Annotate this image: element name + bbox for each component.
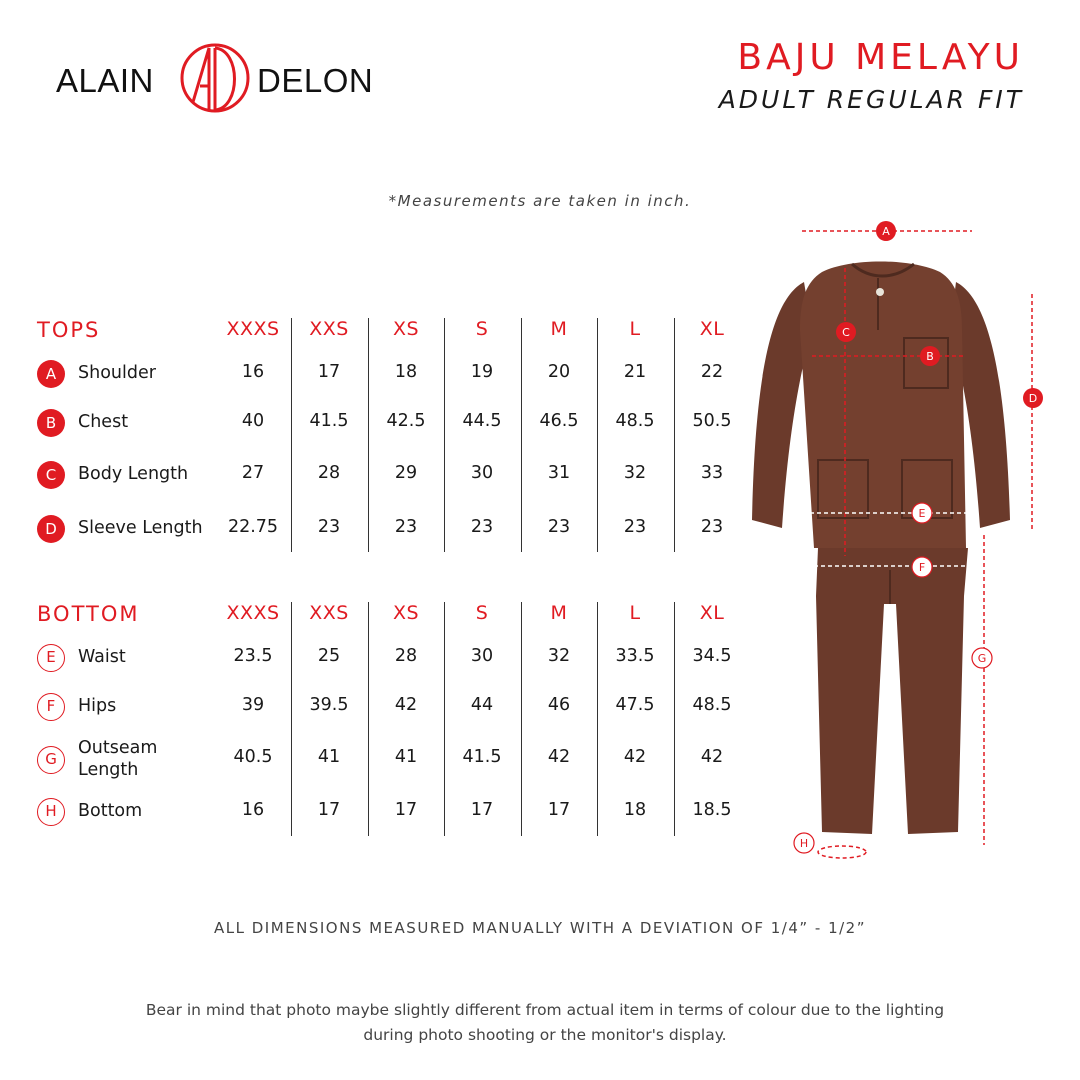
table-cell: 30	[470, 463, 494, 483]
table-cell: 22	[700, 362, 724, 382]
table-cell: 23	[700, 517, 724, 537]
brand-word-left: ALAIN	[56, 62, 154, 99]
table-cell: 46	[547, 695, 571, 715]
table-cell: 39	[241, 695, 265, 715]
table-cell: 17	[394, 800, 418, 820]
table-cell: 47.5	[615, 695, 655, 715]
table-cell: 42	[394, 695, 418, 715]
badge-c: C	[37, 461, 65, 489]
table-cell: 17	[547, 800, 571, 820]
table-cell: 46.5	[539, 411, 579, 431]
table-cell: 34.5	[692, 646, 732, 666]
garment-illustration	[740, 215, 1060, 875]
measurement-note: *Measurements are taken in inch.	[388, 192, 692, 210]
table-cell: 32	[623, 463, 647, 483]
table-cell: 32	[547, 646, 571, 666]
page-subtitle: ADULT REGULAR FIT	[718, 85, 1024, 114]
tops-size-xs: XS	[392, 318, 420, 340]
table-cell: 40.5	[233, 747, 273, 767]
brand-logo	[56, 40, 396, 116]
tops-size-m: M	[550, 318, 568, 340]
table-cell: 31	[547, 463, 571, 483]
table-cell: 22.75	[227, 517, 279, 537]
table-cell: 23	[394, 517, 418, 537]
badge-h: H	[37, 798, 65, 826]
badge-a: A	[37, 360, 65, 388]
row-label-waist: Waist	[78, 647, 126, 667]
table-cell: 50.5	[692, 411, 732, 431]
table-cell: 23.5	[233, 646, 273, 666]
table-cell: 17	[470, 800, 494, 820]
table-cell: 41	[394, 747, 418, 767]
ad-monogram-icon	[179, 40, 251, 116]
colour-disclaimer: Bear in mind that photo maybe slightly different from actual item in terms of colour due to the lighting during photo shooting or the monitor's display.	[145, 1001, 945, 1044]
table-cell: 18.5	[692, 800, 732, 820]
table-cell: 48.5	[615, 411, 655, 431]
table-cell: 42	[547, 747, 571, 767]
page-title: BAJU MELAYU	[737, 37, 1024, 78]
row-label-line-2: Length	[78, 760, 139, 780]
badge-d: D	[37, 515, 65, 543]
marker-b-label: B	[926, 350, 934, 363]
badge-e: E	[37, 644, 65, 672]
table-cell: 40	[241, 411, 265, 431]
table-cell: 16	[241, 800, 265, 820]
row-label-line-1: Outseam	[78, 738, 158, 758]
table-cell: 42	[700, 747, 724, 767]
badge-g: G	[37, 746, 65, 774]
marker-a-label: A	[882, 225, 890, 238]
table-cell: 18	[623, 800, 647, 820]
row-label-body-length: Body Length	[78, 464, 189, 484]
marker-e-label: E	[918, 507, 926, 520]
table-cell: 28	[317, 463, 341, 483]
bottom-size-xxs: XXS	[309, 602, 349, 624]
bottom-size-xs: XS	[392, 602, 420, 624]
tops-size-xl: XL	[699, 318, 725, 340]
bottom-size-xxxs: XXXS	[226, 602, 280, 624]
table-cell: 23	[470, 517, 494, 537]
table-cell: 21	[623, 362, 647, 382]
table-cell: 18	[394, 362, 418, 382]
table-cell: 17	[317, 800, 341, 820]
table-cell: 23	[623, 517, 647, 537]
tops-heading: TOPS	[37, 318, 101, 342]
table-cell: 30	[470, 646, 494, 666]
table-cell: 17	[317, 362, 341, 382]
bottom-size-s: S	[475, 602, 489, 624]
row-label-bottom: Bottom	[78, 801, 143, 821]
marker-h-label: H	[799, 837, 809, 850]
table-cell: 48.5	[692, 695, 732, 715]
row-label-hips: Hips	[78, 696, 117, 716]
table-cell: 25	[317, 646, 341, 666]
table-cell: 33	[700, 463, 724, 483]
bottom-size-m: M	[550, 602, 568, 624]
row-label-shoulder: Shoulder	[78, 363, 156, 383]
table-cell: 29	[394, 463, 418, 483]
table-cell: 42.5	[386, 411, 426, 431]
row-label-sleeve-length: Sleeve Length	[78, 518, 203, 538]
tops-size-l: L	[629, 318, 641, 340]
brand-word-right: DELON	[257, 62, 374, 99]
table-cell: 23	[547, 517, 571, 537]
marker-c-label: C	[842, 326, 850, 339]
bottom-size-l: L	[629, 602, 641, 624]
table-cell: 39.5	[309, 695, 349, 715]
table-cell: 41.5	[309, 411, 349, 431]
tops-size-xxxs: XXXS	[226, 318, 280, 340]
shirt-body-shape	[800, 262, 966, 549]
row-label-chest: Chest	[78, 412, 129, 432]
tops-size-s: S	[475, 318, 489, 340]
row-label-outseam-length	[78, 737, 157, 781]
table-cell: 20	[547, 362, 571, 382]
deviation-note: ALL DIMENSIONS MEASURED MANUALLY WITH A DEVIATION OF 1/4” - 1/2”	[214, 919, 866, 937]
table-cell: 23	[317, 517, 341, 537]
badge-b: B	[37, 409, 65, 437]
table-cell: 42	[623, 747, 647, 767]
table-cell: 44.5	[462, 411, 502, 431]
bottom-heading: BOTTOM	[37, 602, 140, 626]
marker-f-label: F	[918, 561, 926, 574]
table-cell: 28	[394, 646, 418, 666]
table-cell: 33.5	[615, 646, 655, 666]
badge-f: F	[37, 693, 65, 721]
bottom-size-xl: XL	[699, 602, 725, 624]
button-icon	[876, 288, 884, 296]
table-cell: 44	[470, 695, 494, 715]
table-cell: 27	[241, 463, 265, 483]
table-cell: 41	[317, 747, 341, 767]
tops-size-xxs: XXS	[309, 318, 349, 340]
table-cell: 19	[470, 362, 494, 382]
table-cell: 16	[241, 362, 265, 382]
marker-d-label: D	[1028, 392, 1038, 405]
marker-g-label: G	[977, 652, 987, 665]
table-cell: 41.5	[462, 747, 502, 767]
title-block	[719, 36, 1024, 120]
guide-h-ellipse	[818, 846, 866, 858]
trousers-shape	[816, 548, 968, 834]
